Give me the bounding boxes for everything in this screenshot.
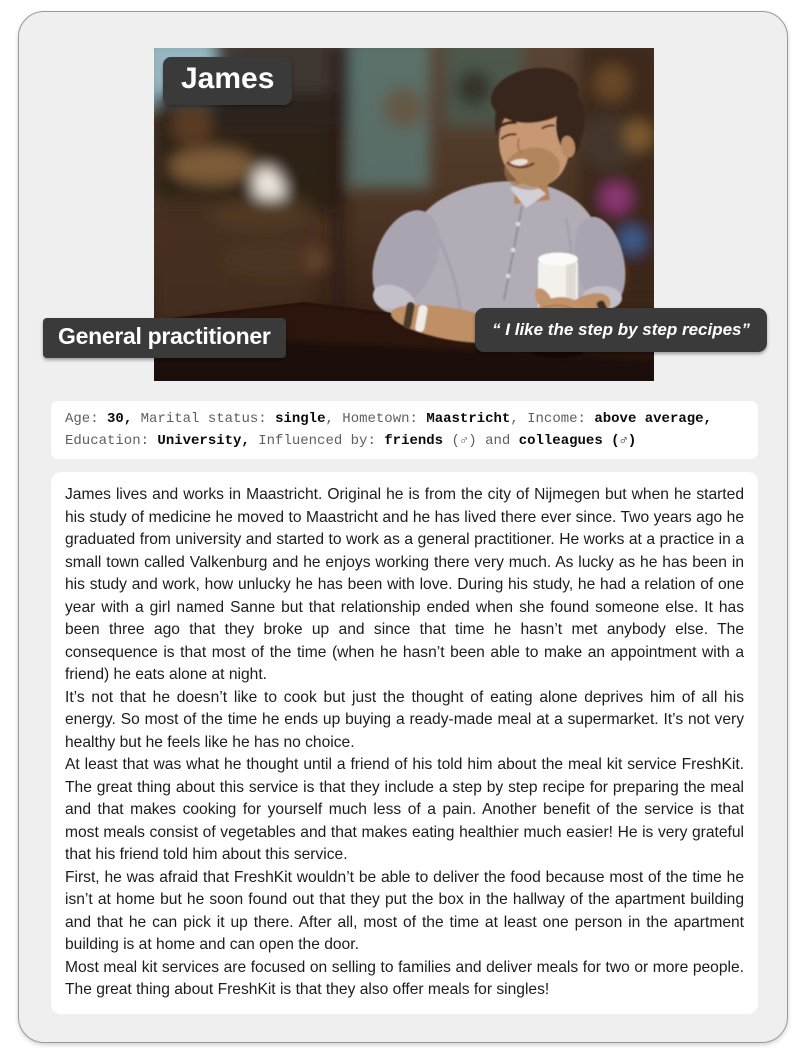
persona-name: James (181, 62, 275, 95)
demographics-segment: Marital status: (132, 411, 276, 427)
demographics-segment: , Income: (510, 411, 595, 427)
bio-box (51, 472, 758, 1014)
bio-paragraph: First, he was afraid that FreshKit wouldn’t be able to deliver the food because most of the time he isn’t at home but he soon found out that they put the box in the hallway of the apartment building and that he can pick it up there. After all, most of the time at least one person in the apartment building is at home and can open the door. (65, 868, 744, 953)
bio-paragraph: It’s not that he doesn’t like to cook but just the thought of eating alone deprives him of all his energy. So most of the time he ends up buying a ready-made meal at a supermarket. It’s not very healthy but he feels like he has no choice. (65, 688, 744, 751)
demographics-segment: Influenced by: (249, 432, 385, 449)
demographics-segment: Maastricht (426, 411, 511, 427)
persona-role: General practitioner (58, 323, 271, 349)
demographics-segment: Age: (65, 411, 108, 427)
persona-card (18, 11, 788, 1043)
persona-name-badge (163, 57, 292, 105)
demographics-box (51, 401, 758, 459)
demographics-segment: , Hometown: (325, 411, 427, 427)
bio-paragraph: Most meal kit services are focused on selling to families and deliver meals for two or more people. The great thing about FreshKit is that they also offer meals for singles! (65, 958, 744, 998)
demographics-segment: Education: (65, 432, 158, 449)
bio-paragraph: James lives and works in Maastricht. Original he is from the city of Nijmegen but when he started his study of medicine he moved to Maastricht and he has lived there ever since. Two years ago he graduated from university and started to work as a general practitioner. He works at a practice in a small town called Valkenburg and he enjoys working there very much. As lucky as he has been in his study and work, how unlucky he has been with love. During his study, he had a relation of one year with a girl named Sanne but that relationship ended when she found someone else. It has been three ago that they broke up and since that time he hasn’t met anybody else. The consequence is that most of the time (when he hasn’t been able to make an appointment with a friend) he eats alone at night. (65, 486, 744, 683)
demographics-segment: University, (157, 432, 250, 449)
demographics-segment: (♂) (602, 432, 637, 449)
demographics-segment: (♂) and (443, 432, 519, 449)
demographics-segment: single (275, 411, 326, 427)
persona-role-badge (43, 318, 286, 358)
bio-paragraph: At least that was what he thought until a friend of his told him about the meal kit service FreshKit. The great thing about this service is that they include a step by step recipe for preparing the meal and that makes cooking for yourself much less of a pain. Another benefit of the service is that most meals consist of vegetables and that makes eating healthier much easier! He is very grateful that his friend told him about this service. (65, 756, 744, 863)
demographics-segment: friends (384, 432, 444, 449)
persona-quote: “ I like the step by step recipes” (492, 320, 750, 339)
demographics-segment: 30, (107, 411, 133, 427)
demographics-segment: colleagues (518, 432, 603, 449)
persona-quote-badge (475, 308, 767, 352)
demographics-segment: above average, (594, 411, 712, 427)
